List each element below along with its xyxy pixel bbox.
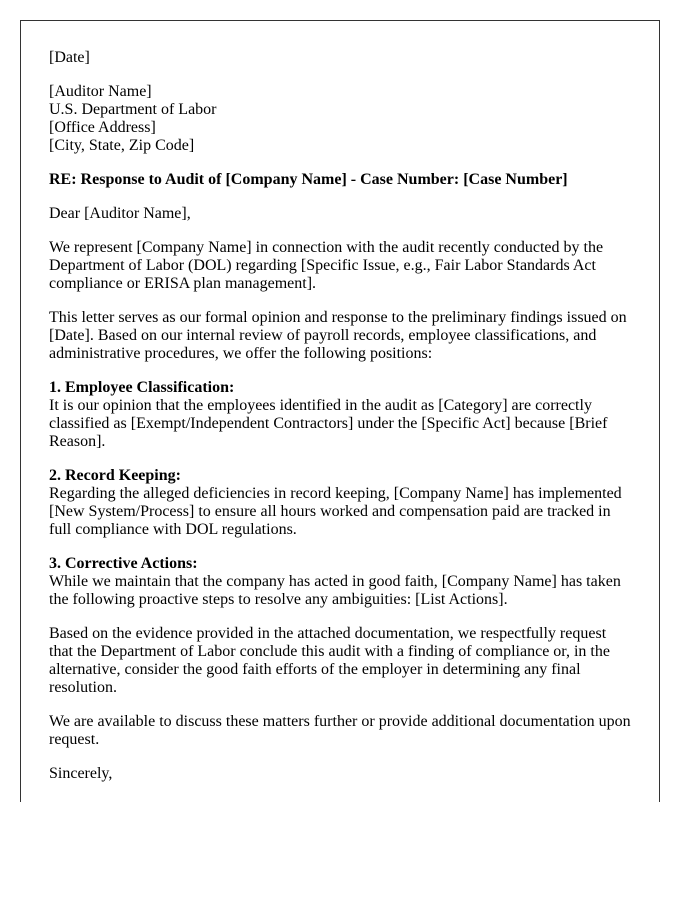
section-body: It is our opinion that the employees identified in the audit as [Category] are correctly classified as [Exempt/Independent Contractors] under the [Specific Act] because [Brief Reason]. — [49, 397, 608, 450]
salutation: Dear [Auditor Name], — [49, 205, 191, 222]
closing: Sincerely, — [49, 765, 113, 782]
availability-paragraph: We are available to discuss these matters further or provide additional documentation upon request. — [49, 713, 631, 748]
recipient-name: [Auditor Name] — [49, 83, 152, 100]
recipient-org: U.S. Department of Labor — [49, 101, 217, 118]
recipient-address: [Office Address] — [49, 119, 156, 136]
recipient-city: [City, State, Zip Code] — [49, 137, 195, 154]
section-heading: 3. Corrective Actions: — [49, 555, 198, 572]
section-corrective-actions — [49, 555, 631, 609]
letter-date: [Date] — [49, 49, 90, 66]
section-body: Regarding the alleged deficiencies in record keeping, [Company Name] has implemented [New System/Process] to ensure all hours worked and compensation paid are tracked in full compliance with DOL regulations. — [49, 485, 622, 538]
request-paragraph: Based on the evidence provided in the attached documentation, we respectfully request that the Department of Labor conclude this audit with a finding of compliance or, in the alternative, consider the good faith efforts of the employer in determining any final resolution. — [49, 625, 610, 696]
subject-line: RE: Response to Audit of [Company Name] - Case Number: [Case Number] — [49, 171, 568, 188]
section-heading: 2. Record Keeping: — [49, 467, 181, 484]
section-heading: 1. Employee Classification: — [49, 379, 235, 396]
purpose-paragraph: This letter serves as our formal opinion and response to the preliminary findings issued on [Date]. Based on our internal review of payroll records, employee classifications, and administrative procedures, we offer the following positions: — [49, 309, 627, 362]
section-record-keeping — [49, 467, 631, 539]
recipient-block — [49, 83, 631, 155]
intro-paragraph: We represent [Company Name] in connection with the audit recently conducted by the Department of Labor (DOL) regarding [Specific Issue, e.g., Fair Labor Standards Act compliance or ERISA plan management]. — [49, 239, 604, 292]
letter-page — [20, 20, 660, 802]
section-body: While we maintain that the company has acted in good faith, [Company Name] has taken the following proactive steps to resolve any ambiguities: [List Actions]. — [49, 573, 621, 608]
section-employee-classification — [49, 379, 631, 451]
